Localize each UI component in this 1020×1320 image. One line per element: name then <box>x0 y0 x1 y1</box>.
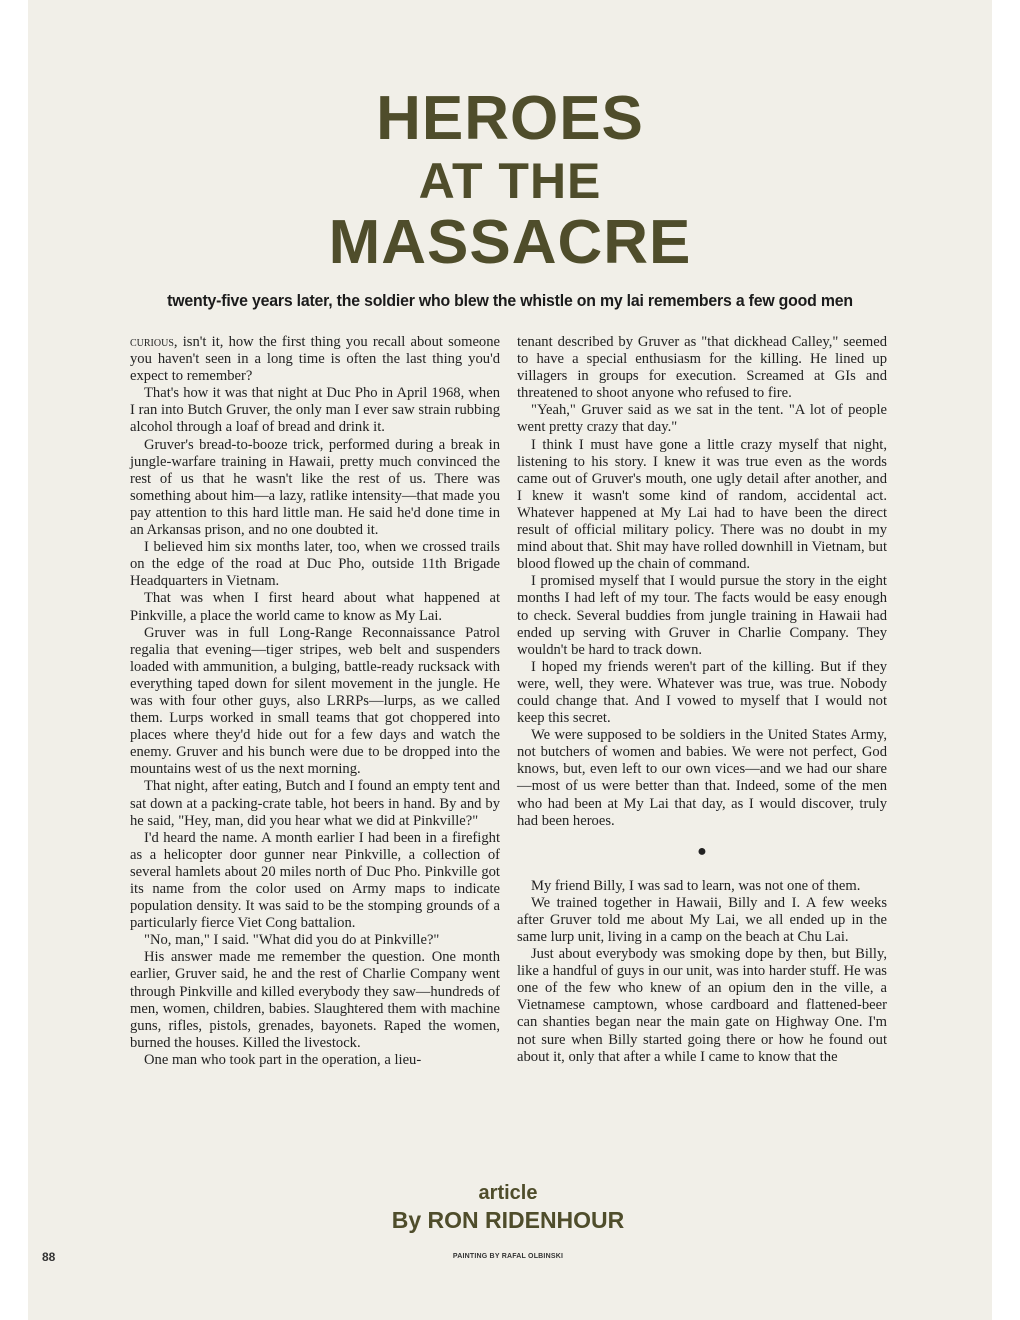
article-column-left <box>130 334 500 1069</box>
paragraph: We were supposed to be soldiers in the United States Army, not butchers of women and babies. We were not perfect, God knows, but, even left to our own vices—and we had our share—most of us were better than that. Indeed, some of the men who had been at My Lai that day, as I would discover, truly had been heroes. <box>517 727 887 829</box>
paragraph: Gruver's bread-to-booze trick, performed during a break in jungle-warfare training in Hawaii, pretty much convinced the rest of us that he wasn't like the rest of us. There was something about him—a lazy, ratlike intensity—that made you pay attention to this hard little man. He said he'd done time in an Arkansas prison, and no one doubted it. <box>130 436 500 539</box>
subtitle: twenty-five years later, the soldier who blew the whistle on my lai remembers a few good men <box>167 292 853 310</box>
illustration-credit: PAINTING BY RAFAL OLBINSKI <box>452 1253 564 1260</box>
paragraph-continuation: tenant described by Gruver as "that dickhead Calley," seemed to have a special enthusiasm for the killing. He lined up villagers in groups for execution. Screamed at GIs and threatened to shoot anyone who refused to fire. <box>517 334 887 402</box>
paragraph: His answer made me remember the question. One month earlier, Gruver said, he and the rest of Charlie Company went through Pinkville and killed everybody they saw—hundreds of men, women, children, babies. Slaughtered them with machine guns, rifles, pistols, grenades, bayonets. Raped the women, burned the houses. Killed the livestock. <box>130 949 500 1051</box>
paragraph: That was when I first heard about what happened at Pinkville, a place the world came to know as My Lai. <box>130 590 500 624</box>
paragraph: I'd heard the name. A month earlier I had been in a firefight as a helicopter door gunner near Pinkville, a collection of several hamlets about 20 miles north of Duc Pho. Pinkville got its name from the color used on Army maps to indicate population density. It was said to be the stomping grounds of a particularly fierce Viet Cong battalion. <box>130 829 500 932</box>
paragraph: We trained together in Hawaii, Billy and I. A few weeks after Gruver told me about My Lai, we all ended up in the same lurp unit, living in a camp on the beach at Chu Lai. <box>517 894 887 945</box>
lead-word: curious, <box>130 334 178 350</box>
paragraph: One man who took part in the operation, a lieu- <box>144 1051 422 1068</box>
headline-line-3: MASSACRE <box>328 208 692 277</box>
headline-line-2: AT THE <box>418 153 602 209</box>
paragraph: I believed him six months later, too, when we crossed trails on the edge of the road at Duc Pho, outside 11th Brigade Headquarters in Vietnam. <box>130 539 500 590</box>
paragraph: Just about everybody was smoking dope by then, but Billy, like a handful of guys in our unit, was into harder stuff. He was one of the few who knew of an opium den in the ville, a Vietnamese camptown, whose cardboard and flattened-beer can shanties began near the main gate on Highway One. I'm not sure when Billy started going there or how he found out about it, only that after a while I came to know that the <box>517 946 887 1065</box>
headline-line-1: HEROES <box>376 84 644 153</box>
paragraph: That's how it was that night at Duc Pho in April 1968, when I ran into Butch Gruver, the only man I ever saw strain rubbing alcohol through a loaf of bread and drink it. <box>130 385 500 436</box>
paragraph: My friend Billy, I was sad to learn, was not one of them. <box>531 877 861 894</box>
page-number: 88 <box>42 1250 56 1264</box>
paragraph: Gruver was in full Long-Range Reconnaissance Patrol regalia that evening—tiger stripes, web belt and suspenders loaded with ammunition, a bulging, battle-ready rucksack with everything taped down for silent movement in the jungle. He was with four other guys, also LRRPs—lurps, as we called them. Lurps worked in small teams that got choppered into places where they'd hide out for a few days and watch the enemy. Gruver and his bunch were due to be dropped into the mountains west of us the next morning. <box>130 624 500 778</box>
paragraph: "No, man," I said. "What did you do at Pinkville?" <box>144 932 440 949</box>
section-separator-bullet: ● <box>697 842 707 860</box>
paragraph: "Yeah," Gruver said as we sat in the tent. "A lot of people went pretty crazy that day." <box>517 402 887 436</box>
paragraph: That night, after eating, Butch and I found an empty tent and sat down at a packing-crate table, hot beers in hand. By and by he said, "Hey, man, did you hear what we did at Pinkville?" <box>130 778 500 829</box>
article-column-right <box>517 334 887 1066</box>
byline-author: By RON RIDENHOUR <box>391 1207 625 1233</box>
paragraph-lead <box>130 334 500 385</box>
lead-text: isn't it, how the first thing you recall about someone you haven't seen in a long time is often the last thing you'd expect to remember? <box>130 334 500 385</box>
byline-kicker: article <box>478 1182 538 1204</box>
paragraph: I think I must have gone a little crazy myself that night, listening to his story. I knew it was true even as the words came out of Gruver's mouth, one ugly detail after another, and I knew it wasn't some kind of random, accidental act. Whatever happened at My Lai had to have been the direct result of official military policy. There was no doubt in my mind about that. Shit may have rolled downhill in Vietnam, but blood flowed up the chain of command. <box>517 436 887 573</box>
paragraph: I promised myself that I would pursue the story in the eight months I had left of my tour. The facts would be easy enough to check. Several buddies from jungle training in Hawaii had ended up serving with Gruver in Charlie Company. They wouldn't be hard to track down. <box>517 573 887 658</box>
paragraph: I hoped my friends weren't part of the killing. But if they were, well, they were. Whatever was true, was true. Nobody could change that. And I vowed to myself that I would not keep this secret. <box>517 658 887 727</box>
